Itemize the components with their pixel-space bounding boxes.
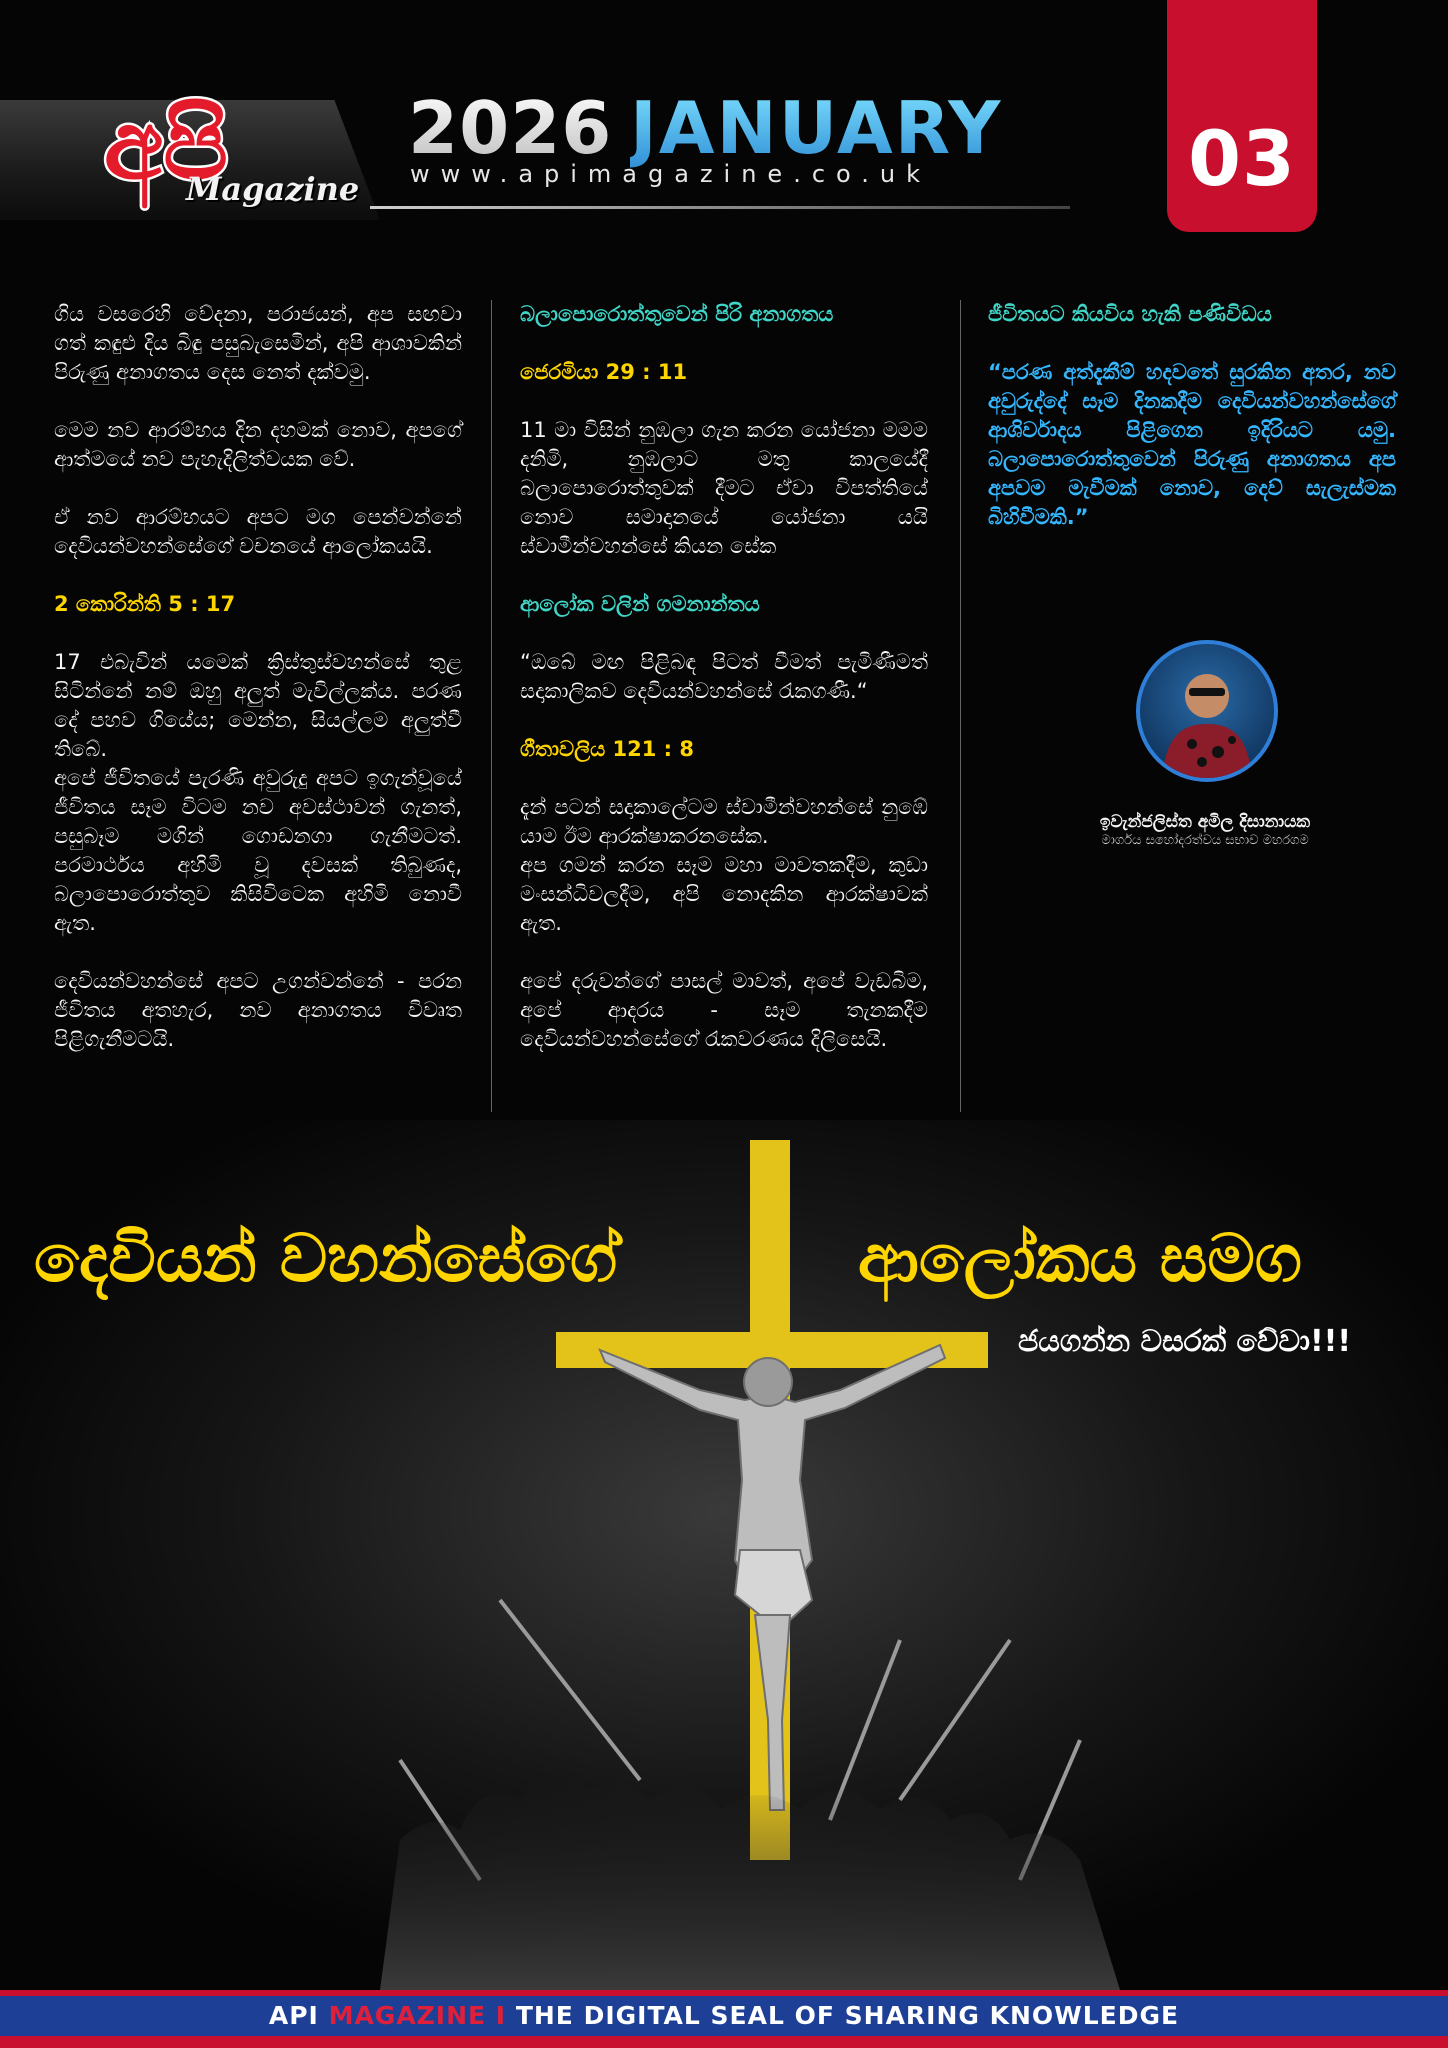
col1-verse-reference: 2 කොරින්ති 5 : 17 <box>54 592 236 616</box>
footer-banner <box>0 1996 1448 2036</box>
col1-paragraph-1: ගිය වසරෙහි වේදනා, පරාජයන්, අප සඟවා ගත් කඳුළු දිය බිඳු පසුබැසෙමින්, අපි ආශාවකින් පිරුණු අනාගතය දෙස නෙත් දක්වමු. <box>54 302 462 384</box>
footer-brand: API <box>268 2001 329 2030</box>
main-title-right: ආලෝකය සමග <box>858 1220 1302 1297</box>
col2-heading-1: බලාපොරොත්තුවෙන් පිරි අනාගතය <box>520 302 834 326</box>
column-divider <box>491 300 492 1112</box>
greeting-subtitle: ජයගන්න වසරක් වේවා!!! <box>1018 1324 1352 1359</box>
author-role: මාර්ගය සහෝදරත්වය සභාව මහරගම <box>1101 833 1309 848</box>
person-icon <box>1140 644 1274 778</box>
col2-paragraph-1: 11 මා විසින් නුඹලා ගැන කරන යෝජනා මමම දනිමි, නුඹලාට මතු කාලයේදී බලාපොරොත්තුවක් දීමට ඒවා විපත්තියේ නොව සමාදානයේ යෝජනා යයි ස්වාමීන්වහන්සේ කියන සේක <box>520 418 928 558</box>
author-name: ඉවැන්ජලිස්ත අමිල දිසානායක <box>1099 812 1311 832</box>
col2-verse-reference-2: ගීතාවලිය 121 : 8 <box>520 737 694 761</box>
header-year: 2026 <box>408 86 613 170</box>
column-divider <box>960 300 961 1112</box>
footer-brand-highlight: MAGAZINE I <box>328 2001 516 2030</box>
column-1 <box>54 300 462 1083</box>
col2-paragraph-2: “ඔබේ මඟ පිළිබඳ පිටත් වීමත් පැමිණීමත් සදාකාලිකව දෙවියන්වහන්සේ රැකගණී.“ <box>520 650 928 703</box>
logo-magazine-text: Magazine <box>186 170 360 208</box>
col3-quote: “පරණ අත්දැකීම් හදවතේ සුරකින අතර, නව අවුරුද්දේ සෑම දිනකදීම දෙවියන්වහන්සේගේ ආශිර්වාදය පිළිගෙන ඉදිරියට යමු. බලාපොරොත්තුවෙන් පිරුණු අනාගතය අප අපවම මැවීමක් නොව, දෙව් සැලැස්මක බිහිවීමකි.” <box>988 360 1396 529</box>
footer-tagline: THE DIGITAL SEAL OF SHARING KNOWLEDGE <box>515 2001 1180 2030</box>
footer-red-stripe <box>0 2036 1448 2048</box>
col2-heading-2: ආලෝක වලින් ගමනාන්තය <box>520 592 760 616</box>
column-3 <box>988 300 1396 561</box>
col2-paragraph-4: අපේ දරුවන්ගේ පාසල් මාවත්, අපේ වැඩබිම, අපේ ආදරය - සෑම තැනකදීම දෙවියන්වහන්සේගේ රැකවරණය දිලිසෙයි. <box>520 969 928 1051</box>
page-number: 03 <box>1188 114 1296 203</box>
page-number-tab <box>1167 0 1317 232</box>
author-avatar <box>1136 640 1278 782</box>
col3-heading: ජීවිතයට කියවිය හැකි පණිවිඩය <box>988 302 1272 326</box>
column-2 <box>520 300 928 1083</box>
col1-paragraph-3: ඒ නව ආරම්භයට අපට මග පෙන්වන්නේ දෙවියන්වහන්සේගේ වචනයේ ආලෝකයයි. <box>54 505 462 558</box>
col1-paragraph-4: 17 එබැවින් යමෙක් ක්‍රිස්තුස්වහන්සේ තුළ සිටින්නේ නම් ඔහු අලුත් මැවිල්ලක්ය. පරණ දේ පහව ගියේය; මෙන්න, සියල්ලම අලුත්වී තිබේ. <box>54 650 462 761</box>
logo-text: අපි <box>104 89 229 201</box>
col1-paragraph-6: දෙවියන්වහන්සේ අපට උගන්වන්නේ - පරන ජීවිතය අතහැර, නව අනාගතය විවෘත පිළිගැනීමටයි. <box>54 969 462 1051</box>
website-url: www.apimagazine.co.uk <box>410 160 932 188</box>
header-month: JANUARY <box>630 86 1003 170</box>
col1-paragraph-2: මෙම නව ආරම්භය දින දහමක් නොව, අපගේ ආත්මයේ නව පැහැදිලිත්වයක වේ. <box>54 418 462 471</box>
col2-verse-reference-1: ජෙරමියා 29 : 11 <box>520 360 688 384</box>
header-underline <box>370 206 1070 209</box>
col2-paragraph-3: දැන් පටන් සදාකාලේටම ස්වාමීන්වහන්සේ නුඹේ යාම ඊම ආරක්ෂාකරනසේක. අප ගමන් කරන සෑම මහා මාවතකදීම, කුඩා මංසන්ධිවලදීම, අපි නොදකින ආරක්ෂාවක් ඇත. <box>520 795 928 935</box>
main-title-left: දෙවියන් වහන්සේගේ <box>34 1220 618 1297</box>
col1-paragraph-5: අපේ ජීවිතයේ පැරණි අවුරුදු අපට ඉගැන්වූයේ ජීවිතය සෑම විටම නව අවස්ථාවන් ගැනත්, පසුබෑම මගින් ගොඩනගා ගැනීමටත්. පරමාර්ථය අහිමි වූ දවසක් තිබුණද, බලාපොරොත්තුව කිසිවිටෙක අහිමි නොවී ඇත. <box>54 766 462 935</box>
